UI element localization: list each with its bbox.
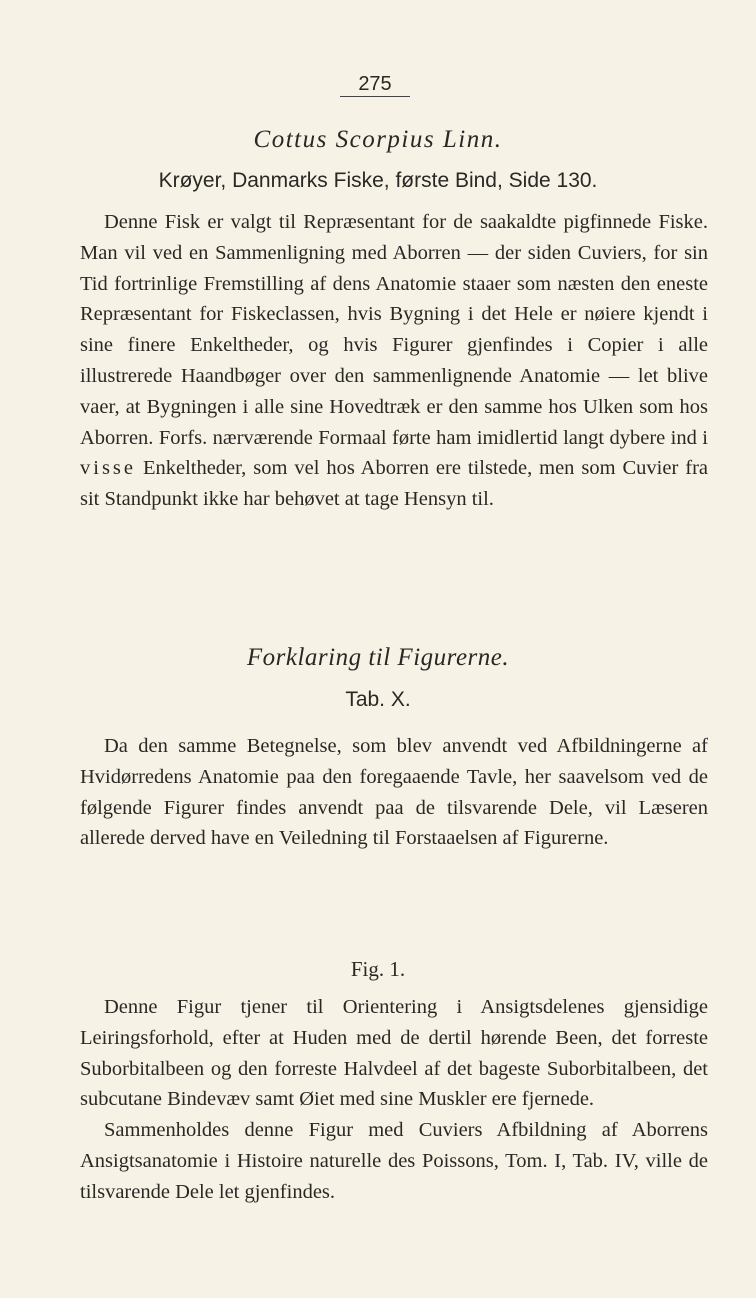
citation: Krøyer, Danmarks Fiske, første Bind, Side 130. bbox=[158, 169, 598, 192]
plate-label: Tab. X. bbox=[345, 688, 411, 711]
figure-label: Fig. 1. bbox=[350, 957, 406, 981]
section-heading: Forklaring til Figurerne. bbox=[246, 644, 510, 671]
comparison-paragraph: Sammenholdes denne Figur med Cuviers Afbildning af Aborrens Ansigtsanatomie i Histoire naturelle des Poissons, Tom. I, Tab. IV, ville de tilsvarende Dele let gjenfindes. bbox=[80, 1119, 708, 1203]
page-number: 275 bbox=[340, 72, 410, 97]
species-title: Cottus Scorpius Linn. bbox=[253, 126, 503, 153]
explanation-paragraph: Da den samme Betegnelse, som blev anvendt ved Afbildningerne af Hvidørredens Anatomie paa den foregaaende Tavle, her saavelsom ved de følgende Figurer findes anvendt paa de tilsvarende Dele, vil Læseren allerede derved have en Veiledning til Forstaaelsen af Figurerne. bbox=[80, 735, 708, 850]
intro-paragraph bbox=[80, 207, 708, 515]
intro-paragraph-text-start: Denne Fisk er valgt til Repræsentant for de saakaldte pigfinnede Fiske. Man vil ved en Sammenligning med Aborren — der siden Cuviers, for sin Tid fortrinlige Fremstilling af dens Anatomie staaer som næsten den eneste Repræsentant for Fiskeclassen, hvis Bygning i det Hele er nøiere kjendt i sine finere Enkeltheder, og hvis Figurer gjenfindes i Copier i alle illustrerede Haandbøger over den sammenlignende Anatomie — let blive vaer, at Bygningen i alle sine Hovedtræk er den samme hos Ulken som hos Aborren. Forfs. nærværende Formaal førte ham imidlertid langt dybere ind i bbox=[80, 211, 708, 449]
intro-paragraph-emphasis: visse bbox=[80, 457, 136, 480]
figure-description-paragraph: Denne Figur tjener til Orientering i Ansigtsdelenes gjensidige Leiringsforhold, efter at Huden med de dertil hørende Been, det forreste Suborbitalbeen og den forreste Halvdeel af det bageste Suborbitalbeen, det subcutane Bindevæv samt Øiet med sine Muskler ere fjernede. bbox=[80, 996, 708, 1111]
intro-paragraph-text-end: Enkeltheder, som vel hos Aborren ere tilstede, men som Cuvier fra sit Standpunkt ikke har behøvet at tage Hensyn til. bbox=[80, 457, 708, 511]
